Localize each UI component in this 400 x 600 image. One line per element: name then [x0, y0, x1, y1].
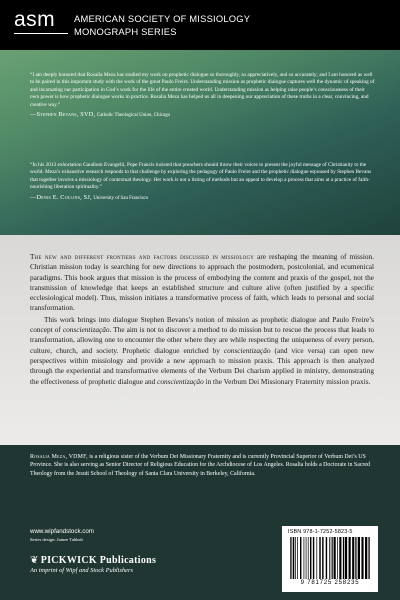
barcode-bar [356, 537, 357, 579]
barcode-bar [349, 537, 351, 579]
endorsement-collins [30, 162, 375, 203]
endorser-affiliation: Catholic Theological Union, Chicago [96, 113, 171, 119]
barcode-bars [290, 537, 370, 579]
endorser-name: —Denis E. Collins, SJ, [30, 193, 92, 201]
barcode-bar [306, 537, 307, 579]
term-conscientizacao: conscientização [223, 345, 271, 355]
barcode-bar [355, 537, 356, 579]
barcode-bar [316, 537, 317, 579]
endorsement-quote: “I am deeply honored that Rosalia Meza has studied my work on prophetic dialogue so thoroughly, so appreciatively, and so accurately; and I am honored as well to be paired in this important study with the work of the great Paulo Freire. Understanding mission as prophetic dialogue captures well the dynamic of speaking of and incarnating our participation in God’s work for the life of the entire created world. Understanding mission as helping raise people’s consciousness of their own power is how prophetic dialogue works in practice. Rosalia Meza has helped us all in deepening our appreciation of these truths in a clear, convincing, and creative way.” [30, 72, 375, 108]
endorsement-quote: “In his 2013 exhortation Gaudium Evangelii, Pope Francis insisted that preachers should throw their voices to present the joyful message of Christianity to the world. Meza’s exhaustive research responds to that challenge by exploring the pedagogy of Paulo Freire and the prophetic dialogue espoused by Stephen Bevans that together involve a missiology of contextual theology. Her work is not a listing of methods but an appeal to develop a process that aims at a practice of faith-nourishing liberation spirituality.” [30, 162, 372, 191]
barcode-bar [291, 537, 292, 579]
barcode-bar [369, 537, 370, 579]
isbn-text: ISBN 978-1-7252-5823-5 [288, 529, 353, 535]
barcode-bar [368, 537, 369, 579]
barcode-bar [290, 537, 291, 579]
imprint-line: An imprint of Wipf and Stock Publishers [30, 567, 133, 574]
book-description [30, 252, 374, 387]
barcode-bar [332, 537, 333, 579]
series-title-line1: AMERICAN SOCIETY OF MISSIOLOGY [74, 13, 251, 24]
barcode-bar [343, 537, 344, 579]
barcode-bar [361, 537, 363, 579]
endorsement-attribution [30, 110, 375, 120]
barcode-bar [329, 537, 330, 579]
endorsement-bevans [30, 72, 375, 120]
barcode-bar [352, 537, 354, 579]
series-header [0, 0, 400, 50]
barcode-bar [339, 537, 341, 579]
barcode-digits: 9 781725 258235 [300, 580, 360, 586]
barcode-bar [334, 537, 336, 579]
barcode-bar [295, 537, 296, 579]
series-title [74, 12, 250, 38]
asm-logo: asm [14, 8, 56, 31]
series-title-line2: MONOGRAPH SERIES [74, 26, 177, 37]
term-conscientizacao: conscientização [157, 376, 204, 386]
description-lead: The new and different frontiers and factors discussed in missiology [30, 252, 255, 261]
barcode-bar [308, 537, 309, 579]
publisher-block [30, 555, 156, 575]
description-panel [0, 235, 400, 445]
barcode-bar [345, 537, 347, 579]
publisher-web-info [30, 528, 94, 543]
barcode-bar [300, 537, 301, 579]
logo-rule [14, 33, 68, 34]
isbn-barcode [282, 526, 378, 592]
barcode-bar [319, 537, 320, 579]
publisher-logo-text: PICKWICK Publications [40, 555, 157, 566]
barcode-bar [326, 537, 327, 579]
barcode-bar [322, 537, 323, 579]
author-bio: Rosalia Meza, VDMF, is a religious sister of the Verbum Dei Missionary Fraternity and is currently Provincial Superior of Verbum Dei’s US Province. She is also serving as Senior Director of Religious Education for the Archdiocese of Los Angeles. Rosalia holds a Doctorate in Sacred Theology from the Jesuit School of Theology of Santa Clara University in Berkeley, California. [30, 454, 370, 477]
description-paragraph-1: The new and different frontiers and factors discussed in missiology are reshaping the meaning of mission. Christian mission today is searching for new directions to approach the postmodern, postcolonial, and ecumenical paradigms. This book argues that mission is the process of embodying the content and praxis of the gospel, not the transmission of knowledge that keeps an established structure and culture alive (often justified by a specific ecclesiological model). Thus, mission initiates a transformative process of faith, which leads to personal and social transformation. [30, 252, 374, 313]
barcode-bar [304, 537, 305, 579]
barcode-bar [310, 537, 311, 579]
barcode-bar [358, 537, 360, 579]
endorsement-attribution [30, 193, 375, 203]
author-name: Rosalia Meza, VDMF, [30, 454, 88, 460]
description-paragraph-2: This work brings into dialogue Stephen Bevans’s notion of mission as prophetic dialogue and Paulo Freire’s concept of conscientização. The aim is not to discover a method to do mission but to rescue the process that leads to transformation, allowing one to encounter the other where they are while respecting the uniqueness of every person, culture, church, and society. Prophetic dialogue enriched by conscientização (and vice versa) can open new perspectives within missiology and provide a new approach to mission praxis. This approach is then analyzed through the experiential and transformative elements of the Verbum Dei charism applied in ministry, demonstrating the effectiveness of prophetic dialogue and conscientização in the Verbum Dei Missionary Fraternity mission praxis. [30, 314, 374, 386]
barcode-bar [293, 537, 294, 579]
design-credit: Series design: Jamee Tabbah [30, 537, 83, 542]
term-conscientizacao: conscientização [62, 325, 110, 335]
publisher-name [30, 555, 156, 567]
endorser-name: —Stephen Bevans, SVD, [30, 111, 96, 119]
barcode-bar [365, 537, 367, 579]
endorser-affiliation: University of San Francisco [93, 195, 149, 201]
barcode-bar [297, 537, 298, 579]
endorsements-panel [0, 50, 400, 235]
barcode-bar [313, 537, 314, 579]
barcode-bar [331, 537, 332, 579]
fleuron-icon: ❦ [30, 555, 39, 566]
barcode-bar [337, 537, 338, 579]
publisher-website[interactable]: www.wipfandstock.com [30, 528, 94, 535]
